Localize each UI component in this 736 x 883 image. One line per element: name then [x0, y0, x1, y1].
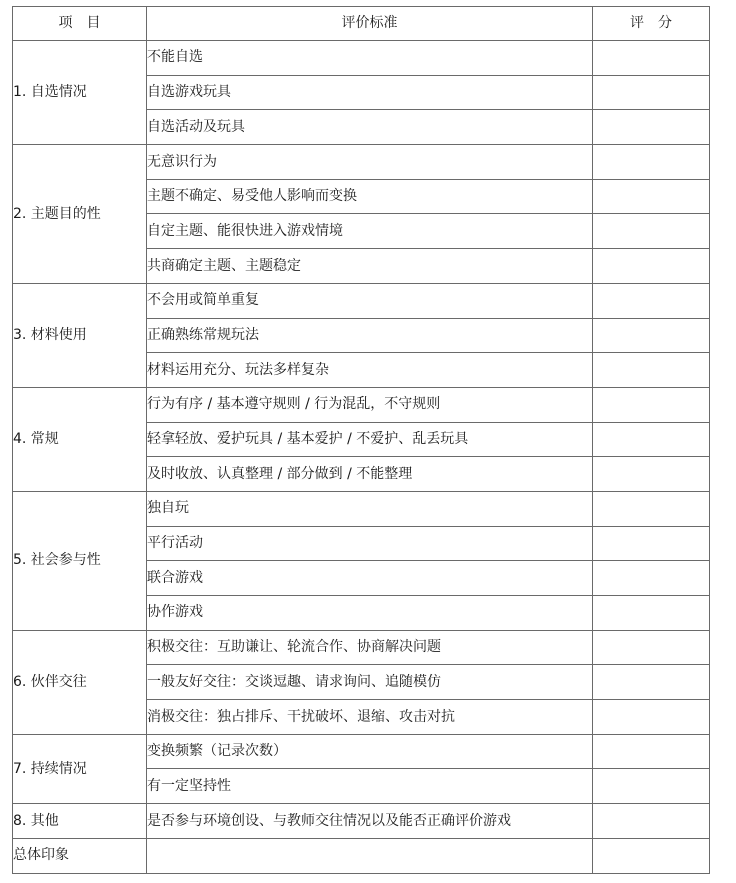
criterion-cell: 自选游戏玩具	[147, 75, 593, 110]
score-cell[interactable]	[593, 387, 710, 422]
table-row	[13, 41, 710, 76]
score-cell[interactable]	[593, 596, 710, 631]
score-cell[interactable]	[593, 630, 710, 665]
criterion-cell: 不能自选	[147, 41, 593, 76]
table-row	[13, 838, 710, 873]
criterion-cell: 平行活动	[147, 526, 593, 561]
criterion-cell: 一般友好交往：交谈逗趣、请求询问、追随模仿	[147, 665, 593, 700]
table-row	[13, 630, 710, 665]
score-cell[interactable]	[593, 665, 710, 700]
criterion-cell: 变换频繁（记录次数）	[147, 734, 593, 769]
score-cell[interactable]	[593, 457, 710, 492]
score-cell[interactable]	[593, 491, 710, 526]
table-row	[13, 387, 710, 422]
criterion-cell: 是否参与环境创设、与教师交往情况以及能否正确评价游戏	[147, 804, 593, 839]
item-label: 7. 持续情况	[13, 734, 147, 803]
item-label: 总体印象	[13, 838, 147, 873]
criterion-cell: 协作游戏	[147, 596, 593, 631]
table-body	[13, 41, 710, 874]
item-label: 6. 伙伴交往	[13, 630, 147, 734]
score-cell[interactable]	[593, 214, 710, 249]
criterion-cell	[147, 838, 593, 873]
table-row	[13, 491, 710, 526]
criterion-cell: 独自玩	[147, 491, 593, 526]
table-row	[13, 804, 710, 839]
score-cell[interactable]	[593, 249, 710, 284]
header-criteria: 评价标准	[147, 7, 593, 41]
table-row	[13, 283, 710, 318]
criterion-cell: 不会用或简单重复	[147, 283, 593, 318]
score-cell[interactable]	[593, 75, 710, 110]
item-label: 8. 其他	[13, 804, 147, 839]
criterion-cell: 有一定坚持性	[147, 769, 593, 804]
criterion-cell: 行为有序 / 基本遵守规则 / 行为混乱，不守规则	[147, 387, 593, 422]
score-cell[interactable]	[593, 769, 710, 804]
criterion-cell: 自选活动及玩具	[147, 110, 593, 145]
criterion-cell: 共商确定主题、主题稳定	[147, 249, 593, 284]
table-row	[13, 734, 710, 769]
header-row	[13, 7, 710, 41]
score-cell[interactable]	[593, 179, 710, 214]
criterion-cell: 自定主题、能很快进入游戏情境	[147, 214, 593, 249]
score-cell[interactable]	[593, 561, 710, 596]
item-label: 4. 常规	[13, 387, 147, 491]
criterion-cell: 消极交往：独占排斥、干扰破坏、退缩、攻击对抗	[147, 700, 593, 735]
item-label: 3. 材料使用	[13, 283, 147, 387]
score-cell[interactable]	[593, 804, 710, 839]
criterion-cell: 材料运用充分、玩法多样复杂	[147, 353, 593, 388]
score-cell[interactable]	[593, 422, 710, 457]
criterion-cell: 主题不确定、易受他人影响而变换	[147, 179, 593, 214]
criterion-cell: 轻拿轻放、爱护玩具 / 基本爱护 / 不爱护、乱丢玩具	[147, 422, 593, 457]
score-cell[interactable]	[593, 283, 710, 318]
score-cell[interactable]	[593, 838, 710, 873]
criterion-cell: 无意识行为	[147, 145, 593, 180]
score-cell[interactable]	[593, 700, 710, 735]
score-cell[interactable]	[593, 145, 710, 180]
item-label: 1. 自选情况	[13, 41, 147, 145]
item-label: 5. 社会参与性	[13, 491, 147, 630]
header-score: 评 分	[593, 7, 710, 41]
criterion-cell: 积极交往：互助谦让、轮流合作、协商解决问题	[147, 630, 593, 665]
item-label: 2. 主题目的性	[13, 145, 147, 284]
evaluation-table	[12, 6, 710, 874]
criterion-cell: 正确熟练常规玩法	[147, 318, 593, 353]
score-cell[interactable]	[593, 734, 710, 769]
table-row	[13, 145, 710, 180]
score-cell[interactable]	[593, 110, 710, 145]
header-item: 项 目	[13, 7, 147, 41]
score-cell[interactable]	[593, 526, 710, 561]
criterion-cell: 联合游戏	[147, 561, 593, 596]
score-cell[interactable]	[593, 318, 710, 353]
criterion-cell: 及时收放、认真整理 / 部分做到 / 不能整理	[147, 457, 593, 492]
score-cell[interactable]	[593, 41, 710, 76]
score-cell[interactable]	[593, 353, 710, 388]
